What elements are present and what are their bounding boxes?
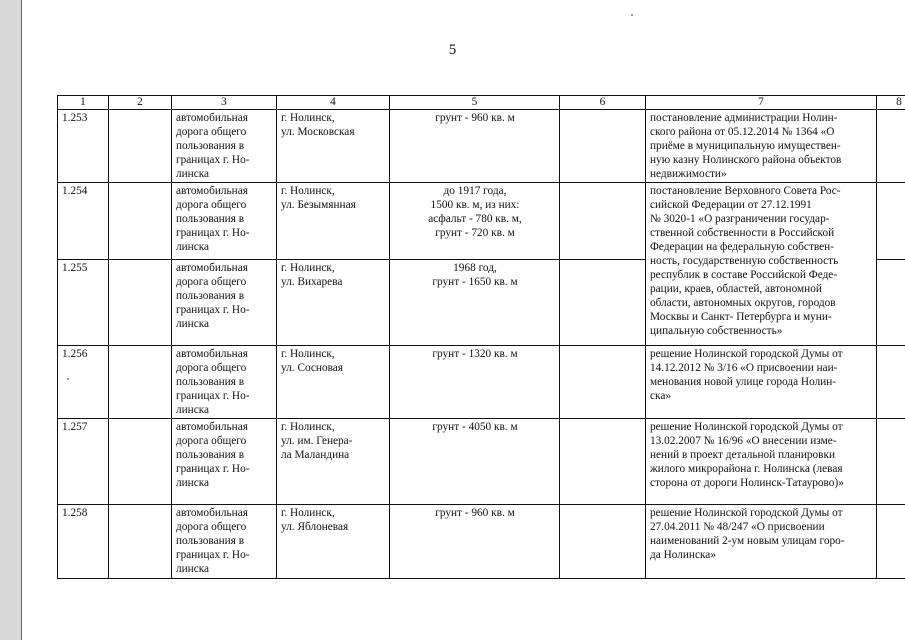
object-address: г. Нолинск, ул. Московская — [277, 110, 390, 183]
column-header-3: 3 — [172, 96, 277, 110]
cell-col6 — [560, 110, 646, 183]
cell-col6 — [560, 505, 646, 579]
row-number: 1.254 — [58, 183, 109, 260]
legal-basis: решение Нолинской городской Думы от 27.04.2011 № 48/247 «О присвоении наименований 2-ум новым улицам горо- да Нолинска» — [646, 505, 877, 579]
cell-col2 — [109, 505, 172, 579]
cell-col2 — [109, 419, 172, 505]
column-header-5: 5 — [390, 96, 560, 110]
scan-speck — [67, 378, 69, 380]
table-row — [58, 505, 905, 579]
object-info: грунт - 960 кв. м — [390, 505, 560, 579]
cell-col2 — [109, 183, 172, 260]
column-header-4: 4 — [277, 96, 390, 110]
column-header-6: 6 — [560, 96, 646, 110]
object-type: автомобильная дорога общего пользования в границах г. Но- линска — [172, 260, 277, 346]
cell-col8 — [877, 419, 905, 505]
row-number: 1.258 — [58, 505, 109, 579]
row-number: 1.257 — [58, 419, 109, 505]
row-number: 1.256 — [58, 346, 109, 419]
table-row — [58, 346, 905, 419]
cell-col8 — [877, 505, 905, 579]
object-type: автомобильная дорога общего пользования в границах г. Но- линска — [172, 346, 277, 419]
cell-col2 — [109, 260, 172, 346]
page-number: 5 — [448, 42, 457, 58]
scan-speck — [631, 14, 633, 16]
object-address: г. Нолинск, ул. Безымянная — [277, 183, 390, 260]
object-address: г. Нолинск, ул. Сосновая — [277, 346, 390, 419]
row-number: 1.255 — [58, 260, 109, 346]
object-info: грунт - 1320 кв. м — [390, 346, 560, 419]
object-address: г. Нолинск, ул. им. Генера- ла Маландина — [277, 419, 390, 505]
scan-left-margin — [0, 0, 22, 640]
object-address: г. Нолинск, ул. Яблоневая — [277, 505, 390, 579]
registry-table — [57, 95, 905, 579]
cell-col8 — [877, 346, 905, 419]
legal-basis: решение Нолинской городской Думы от 14.12.2012 № 3/16 «О присвоении наи- менования новой улице города Нолин- ска» — [646, 346, 877, 419]
cell-col8 — [877, 260, 905, 346]
cell-col2 — [109, 110, 172, 183]
table-header-row — [58, 96, 905, 110]
object-info: до 1917 года, 1500 кв. м, из них: асфальт - 780 кв. м, грунт - 720 кв. м — [390, 183, 560, 260]
object-type: автомобильная дорога общего пользования в границах г. Но- линска — [172, 183, 277, 260]
row-number: 1.253 — [58, 110, 109, 183]
table-row — [58, 110, 905, 183]
object-type: автомобильная дорога общего пользования в границах г. Но- линска — [172, 419, 277, 505]
cell-col2 — [109, 346, 172, 419]
column-header-2: 2 — [109, 96, 172, 110]
object-type: автомобильная дорога общего пользования в границах г. Но- линска — [172, 110, 277, 183]
object-address: г. Нолинск, ул. Вихарева — [277, 260, 390, 346]
table-row — [58, 183, 905, 260]
object-info: грунт - 960 кв. м — [390, 110, 560, 183]
legal-basis: постановление администрации Нолин- ского района от 05.12.2014 № 1364 «О приёме в муниципальную имуществен- ную казну Нолинского района объектов недвижимости» — [646, 110, 877, 183]
scan-edge-line — [21, 0, 22, 640]
cell-col8 — [877, 110, 905, 183]
cell-col6 — [560, 260, 646, 346]
object-info: 1968 год, грунт - 1650 кв. м — [390, 260, 560, 346]
column-header-7: 7 — [646, 96, 877, 110]
column-header-8: 8 — [877, 96, 905, 110]
legal-basis: постановление Верховного Совета Рос- сийской Федерации от 27.12.1991 № 3020-1 «О разграничении государ- ственной собственности в Российской Федерации на федеральную собствен- ность, государственную собственность республик в составе Российской Феде- рации, краев, областей, автономной области, автономных округов, городов Москвы и Санкт- Петербурга и муни- ципальную собственность» — [646, 183, 877, 346]
table-row — [58, 419, 905, 505]
cell-col6 — [560, 346, 646, 419]
legal-basis: решение Нолинской городской Думы от 13.02.2007 № 16/96 «О внесении изме- нений в проект детальной планировки жилого микрорайона г. Нолинска (левая сторона от дороги Нолинск-Татаурово)» — [646, 419, 877, 505]
cell-col6 — [560, 419, 646, 505]
cell-col6 — [560, 183, 646, 260]
cell-col8 — [877, 183, 905, 260]
object-type: автомобильная дорога общего пользования в границах г. Но- линска — [172, 505, 277, 579]
column-header-1: 1 — [58, 96, 109, 110]
object-info: грунт - 4050 кв. м — [390, 419, 560, 505]
